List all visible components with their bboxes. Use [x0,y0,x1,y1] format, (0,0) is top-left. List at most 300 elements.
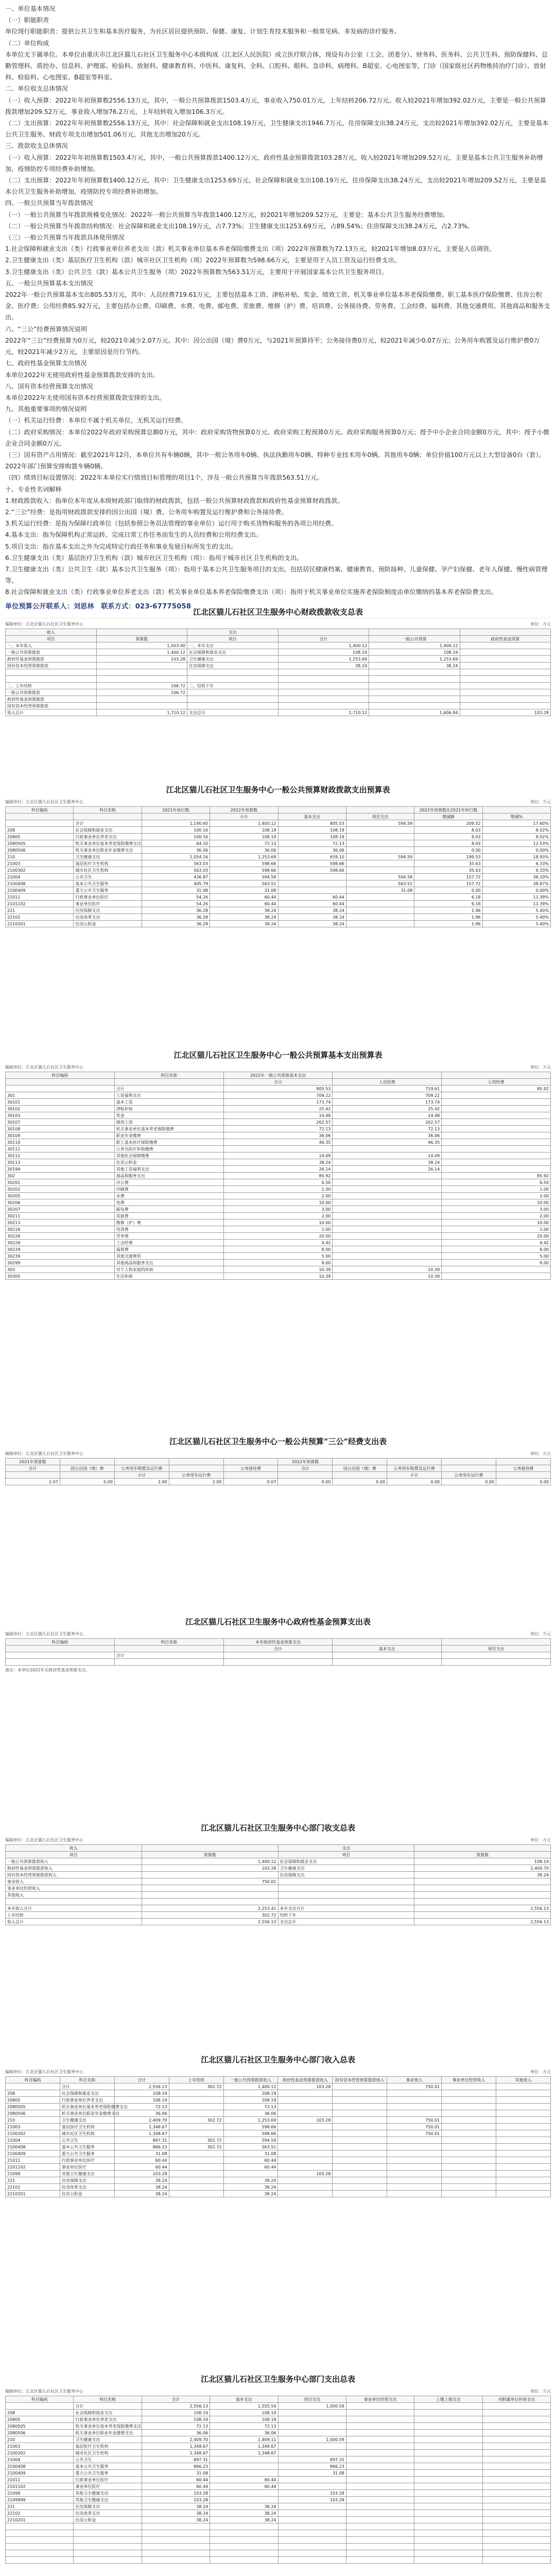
table-cell [278,689,369,696]
table-cell: 436.87 [142,874,210,880]
table-cell: 108.19 [414,1858,551,1865]
table-cell [460,649,551,656]
table-cell [210,2523,278,2530]
table-cell: 30110 [6,1139,115,1146]
table-header-cell: 人员经费 [333,1079,442,1086]
table-cell: 基本公共卫生服务 [60,2144,114,2150]
table-cell: 598.66 [210,860,278,867]
table-cell: 30211 [6,1213,115,1219]
intro-line: 2022年“三公”经费预算为0万元，较2021年减少2.07万元。其中：因公出国（境）费0万元，与2021年预算持平；公务接待费0万元，较2021年减少0.07万元；公务用车购置及运行维护费0万元，较2021年减少2万元，主要原因是厉行节约。 [5,336,540,356]
table-header-cell: 支出 [278,1845,414,1852]
table-cell: 108.19 [114,2090,169,2097]
table-cell: 21004 [6,874,74,880]
table-cell [333,2184,387,2191]
table-cell [346,894,414,901]
table-cell [496,2150,551,2157]
table-cell: 0.00 [442,1479,496,1485]
table-cell [169,2164,223,2171]
table-header-cell: 项目支出 [278,2396,346,2403]
table-cell: 1,253.69 [223,2117,278,2124]
table-row [6,847,551,854]
table-header-cell [482,807,550,814]
table-cell: 22102 [6,914,74,921]
table-cell: 基层医疗卫生机构 [74,2443,142,2450]
table-block-fiscal-summary [5,603,551,716]
table-header-cell: 预算数 [96,636,187,642]
table-row [6,1872,551,1878]
table-cell [414,2537,482,2544]
table-cell: 2100409 [6,887,74,894]
table-header-cell [142,1845,278,1852]
table-cell [210,2537,278,2544]
intro-line: 8.社会保障和就业支出（类）行政事业单位养老支出（款）机关事业单位基本养老保险缴费支出（项）：指用于机关事业单位实施养老保险制度由单位缴纳的基本养老保险费支出。 [5,588,498,596]
table-cell: 8.02% [482,834,550,840]
table-cell: 30213 [6,1219,115,1226]
table-cell [187,689,279,696]
table-header-cell: 基本支出 [210,2396,278,2403]
intro-line: 十、专业性名词解释 [5,485,62,493]
table-row [6,2184,551,2191]
table-cell [414,2523,482,2530]
table-row [6,914,551,921]
table-cell [278,2530,346,2537]
table-cell [333,2164,387,2171]
table-cell: 21004 [6,2137,60,2144]
table-cell: 机关事业单位基本养老保险缴费支出 [74,2423,142,2430]
table-cell: 邮电费 [114,1206,223,1213]
table-header-row [6,1459,551,1465]
table-cell: 72.13 [114,2104,169,2110]
table-cell [460,683,551,689]
table-header-cell: 科目名称 [114,1072,223,1079]
table-cell: 20.00 [223,1233,333,1240]
table-cell: 72.13 [333,1126,442,1132]
table-header-cell [114,1459,169,1465]
table-cell: 2,556.13 [414,1905,551,1912]
table-cell: 594.59 [210,874,278,880]
table-cell [482,2436,550,2443]
table-cell: 0.00% [482,847,550,854]
table-cell [460,656,551,663]
table-row [6,2104,551,2110]
table-cell [278,2104,333,2110]
table-cell [482,2530,550,2537]
intro-line: 2.“三公”经费：是指用财政拨款安排的因公出国（境）费、公务用车购置及运行维护费和公务接待费。 [5,508,288,516]
table-cell [169,2104,223,2110]
table-row [6,669,551,676]
table-cell: 生活补助 [114,1273,223,1280]
table-cell [387,2144,442,2150]
table-cell: 405.79 [142,880,210,887]
table-cell [223,1659,333,1666]
table-cell: 60.44 [210,2477,278,2483]
table-cell [96,703,187,709]
table-cell: 其他卫生健康支出 [60,2171,114,2177]
intro-line: 本单位2022年无使用政府性基金预算拨款安排的支出。 [5,371,160,379]
table-cell [223,1652,333,1659]
table-cell: 卫生健康支出 [74,2436,142,2443]
table-cell [346,2550,414,2557]
table-cell: 103.28 [142,2490,210,2497]
intro-line: 单位现行职能职责：提供公共卫生和基本医疗服务，为社区居民提供预防、保健、康复、计划生育技术服务和一般常见病、多发病的诊疗服务。 [5,28,401,36]
table-cell: 221 [6,2503,74,2510]
table-cell: 103.28 [278,2490,346,2497]
table-cell [442,2144,496,2150]
table-cell: 0.00 [278,1479,333,1485]
table-cell: 18.93% [482,854,550,860]
table-row [6,1173,551,1179]
table-cell: 21011 [6,2477,74,2483]
table-cell [333,2117,387,2124]
table-cell: 收入总计 [6,709,97,716]
table-cell: 事业单位医疗 [60,2164,114,2171]
table-cell [442,1106,551,1112]
table-unit: 单位：万元 [530,1838,551,1842]
table-cell: 1,348.67 [114,2130,169,2137]
table-cell: 其他收入 [6,1892,142,1899]
table-cell [278,2423,346,2430]
intro-line: 四、一般公共预算当年拨款情况 [5,199,93,207]
table-cell: 38.87% [482,880,550,887]
table-header-row [6,2077,551,2083]
table-cell: 14.09 [223,1153,333,1159]
table-cell [6,1659,115,1666]
table-cell: 行政事业单位养老支出 [74,2416,142,2423]
intro-line: 三、拨款收支总体情况 [5,142,68,150]
table-cell: 20805 [6,2416,74,2423]
table-row [6,827,551,834]
table-cell [187,669,279,676]
table-cell [482,2557,550,2564]
table-header-cell [333,1072,442,1079]
table-row [6,1266,551,1273]
table-row [6,2090,551,2097]
table-cell [346,907,414,914]
table-cell: 30101 [6,1099,115,1106]
table-row [6,1659,551,1666]
table-cell [114,1659,223,1666]
table-cell [387,2150,442,2157]
table-cell [187,676,279,683]
table-cell: 64.10 [142,840,210,847]
table-cell [414,2450,482,2456]
table-row [6,2550,551,2557]
table-cell [369,696,460,703]
table-cell: 其他卫生健康支出 [74,2490,142,2497]
table-header-cell: 2021年预算数 [6,1459,60,1465]
table-cell: 2,409.70 [142,2436,210,2443]
table-cell: 108.19 [142,2416,210,2423]
table-cell: 1,348.67 [210,2450,278,2456]
table-header-cell [414,1845,551,1852]
table-cell: 商品和服务支出 [114,1173,223,1179]
table-cell [496,2137,551,2144]
table-cell: 6.33% [482,860,550,867]
table-cell: 1,348.67 [114,2124,169,2130]
table-org: 编制单位：江北区猫儿石社区卫生服务中心 [5,2389,83,2394]
table-cell [333,2144,387,2150]
table-cell: 30112 [6,1153,115,1159]
table-cell: 电费 [114,1199,223,1206]
table-cell [169,2150,223,2157]
table-cell [278,2450,346,2456]
table-header-cell: 预算数 [414,1852,551,1858]
table-cell: 1.00 [223,1226,333,1233]
table-cell [442,2104,496,2110]
table-cell [387,2104,442,2110]
table-cell: 职工基本医疗保险缴费 [114,1139,223,1146]
table-header-cell [278,807,346,814]
table-row [6,2191,551,2197]
table-cell [6,820,74,827]
table-cell [278,2430,346,2436]
table-header-row [6,1852,551,1858]
table-row [6,683,551,689]
table-org: 编制单位：江北区猫儿石社区卫生服务中心 [5,1632,83,1636]
table-header-cell: 事业收入 [387,2077,442,2083]
dept-expense-table [5,2396,551,2564]
table-cell [369,676,460,683]
table-cell: 事业单位医疗 [74,901,142,907]
table-cell: 8.00 [442,1246,551,1253]
table-cell: 10.39 [333,1273,442,1280]
table-row [6,2416,551,2423]
table-header-cell [6,1646,115,1652]
table-cell: 行政事业单位医疗 [60,2157,114,2164]
table-cell: 12.53% [482,840,550,847]
table-cell: 38.24 [210,2510,278,2517]
table-cell: 劳务费 [114,1233,223,1240]
table-cell [142,2557,210,2564]
table-cell: 6.18 [414,901,482,907]
table-header-cell: 项目 [187,636,279,642]
table-cell [346,2517,414,2523]
table-cell: 政府性基金预算拨款 [6,656,97,663]
table-cell: 10.00 [223,1199,333,1206]
table-cell: 31.08 [142,887,210,894]
table-cell [74,2550,142,2557]
table-header-row [6,2396,551,2403]
table-cell: 支出总计 [187,709,279,716]
table-cell [369,703,460,709]
intro-line: （二）支出预算：2022年年初预算数1400.12万元，其中：卫生健康支出1253.69万元，社会保障和就业支出108.19万元，住房保障支出38.24万元，支出较2021年增加209.52万元，主要是基本公共卫生服务补助增加，疫情防控专项经费补助增加。 [5,177,546,196]
table-cell: 11.39% [482,894,550,901]
table-cell: 0.00 [414,887,482,894]
table-row [6,2544,551,2550]
intro-line: 3.卫生健康支出（类）公共卫生（款）基本公共卫生服务（项）2022年预算数为563.51万元，主要用于开展国家基本公共卫生服务项目。 [5,268,388,276]
table-cell [169,2191,223,2197]
table-cell: 20.00 [442,1233,551,1240]
table-row [6,2097,551,2104]
intro-line: 3.机关运行经费：是指为保障行政单位（包括参照公务员法管理的事业单位）运行用于购买货物和服务的各项公用经费。 [5,520,338,528]
table-cell: 36.06 [210,847,278,854]
table-cell: 209.52 [414,820,482,827]
table-cell: 公务员医疗补助缴费 [114,1146,223,1153]
table-cell: 2101102 [6,2164,60,2171]
table-row [6,2483,551,2490]
table-cell [482,2477,550,2483]
table-header-cell: 合计 [6,1465,60,1472]
table-cell: 其他商品和服务支出 [114,1260,223,1266]
table-cell [333,1173,442,1179]
table-cell [482,2503,550,2510]
table-cell [278,880,346,887]
table-cell [210,2490,278,2497]
table-cell [482,2497,550,2503]
table-row [6,2177,551,2184]
table-cell [414,2416,482,2423]
table-cell: 住房保障支出 [60,2177,114,2184]
table-row [6,1253,551,1260]
table-cell [414,1878,551,1885]
table-cell: 36.28 [142,914,210,921]
table-cell: 1,400.12 [278,642,369,649]
table-row [6,2450,551,2456]
table-cell: 598.66 [278,867,346,874]
table-cell: 2,556.13 [114,2083,169,2090]
table-cell: 1,253.69 [210,854,278,860]
table-cell: 103.28 [278,2083,333,2090]
table-cell: 563.03 [142,867,210,874]
table-cell: 108.19 [210,2416,278,2423]
table-cell [6,2537,74,2544]
table-cell: 0.00% [482,887,550,894]
table-cell: 住房公积金 [74,2517,142,2523]
table-cell: 重大公共卫生服务 [60,2150,114,2157]
table-cell: 10.39 [223,1273,333,1280]
intro-line: （一）职能职责 [5,16,49,24]
table-cell [442,2083,496,2090]
table-cell [278,1892,414,1899]
table-cell: 公共卫生 [74,2456,142,2463]
table-header-cell: 科目编码 [6,2077,60,2083]
table-cell [142,2537,210,2544]
table-cell: 30299 [6,1260,115,1266]
table-cell: 38.24 [210,921,278,927]
table-header-cell: 项目 [278,1852,414,1858]
table-cell: 36.28 [142,907,210,914]
table-note: 备注：本单位2022年无政府性基金预算支出。 [5,1668,90,1672]
table-cell: 二、结转下年 [187,683,279,689]
table-cell [460,689,551,696]
table-row [6,1146,551,1153]
table-header-cell [442,1072,551,1079]
table-header-cell: 科目编码 [6,2396,74,2403]
table-cell [346,2510,414,2517]
table-cell: 8.03 [414,840,482,847]
table-cell [333,2157,387,2164]
intro-line: 二、单位收支总体情况 [5,85,68,93]
table-cell [278,2157,333,2164]
table-cell: 21011 [6,2157,60,2164]
table-cell [278,874,346,880]
table-header-cell [74,814,142,820]
table-cell [278,2097,333,2104]
table-header-cell: 科目编码 [6,807,74,814]
table-cell [278,676,369,683]
intro-line: 八、国有资本经营预算支出情况 [5,382,93,390]
table-cell [333,2137,387,2144]
table-header-cell: 收入 [6,1845,142,1852]
table-cell: 11.39% [482,901,550,907]
table-cell [414,2530,482,2537]
table-cell: 866.23 [142,2463,210,2470]
table-row [6,1479,551,1485]
table-cell: 事业单位经营收入 [6,1885,142,1892]
table-cell: 6.50 [442,1179,551,1186]
table-header-cell: 基本支出 [278,814,346,820]
table-cell: 108.19 [278,834,346,840]
table-cell [278,2150,333,2157]
table-cell: 其他工资福利支出 [114,1166,223,1173]
table-cell: 政府性基金预算拨款 [6,696,97,703]
table-cell: 8.00 [442,1260,551,1266]
table-cell [346,2470,414,2477]
table-cell: 60.44 [114,2164,169,2171]
table-cell [169,2184,223,2191]
table-cell: 维修（护）费 [114,1219,223,1226]
table-header-cell: 2022年预算数 [210,807,278,814]
table-cell: 598.66 [223,2124,278,2130]
table-header-cell: 项目支出 [442,1646,551,1652]
table-cell [333,2083,387,2090]
table-cell: 594.59 [223,2137,278,2144]
table-cell [442,2157,496,2164]
table-block-three-public [5,1432,551,1485]
table-cell [169,2171,223,2177]
table-cell: 72.13 [278,840,346,847]
table-header-row [6,814,551,820]
table-cell: 1.00 [442,1186,551,1193]
table-cell: 培训费 [114,1226,223,1233]
table-cell [6,2550,74,2557]
table-cell [496,2144,551,2150]
table-row [6,649,551,656]
table-cell: 38.24 [223,2177,278,2184]
table-cell [369,689,460,696]
table-header-cell: 项目 [6,636,97,642]
table-cell: 108.19 [223,2097,278,2104]
table-subheader [5,2388,551,2396]
table-row [6,1106,551,1112]
table-cell [482,2470,550,2477]
intro-line: 五、一般公共预算基本支出情况 [5,279,93,287]
table-cell: 72.13 [223,2104,278,2110]
table-cell: 合计 [74,820,142,827]
table-cell: 897.31 [114,2137,169,2144]
table-cell [346,847,414,854]
table-header-row [6,1465,551,1472]
table-row [6,1206,551,1213]
table-cell: 38.24 [223,2191,278,2197]
table-cell [460,642,551,649]
table-cell: 基本工资 [114,1099,223,1106]
table-cell [414,2430,482,2436]
table-cell: 10.00 [223,1219,333,1226]
table-header-cell [333,1639,442,1646]
table-cell [496,2191,551,2197]
table-cell: 210 [6,854,74,860]
table-cell [278,669,369,676]
table-header-cell [369,629,460,636]
intro-paragraphs [5,3,551,598]
table-cell [346,2443,414,2450]
table-cell: 262.57 [333,1119,442,1126]
table-row [6,1126,551,1132]
table-cell [482,2403,550,2410]
table-cell: 本年支出合计 [278,1905,414,1912]
table-cell: 卫生健康支出 [74,854,142,860]
